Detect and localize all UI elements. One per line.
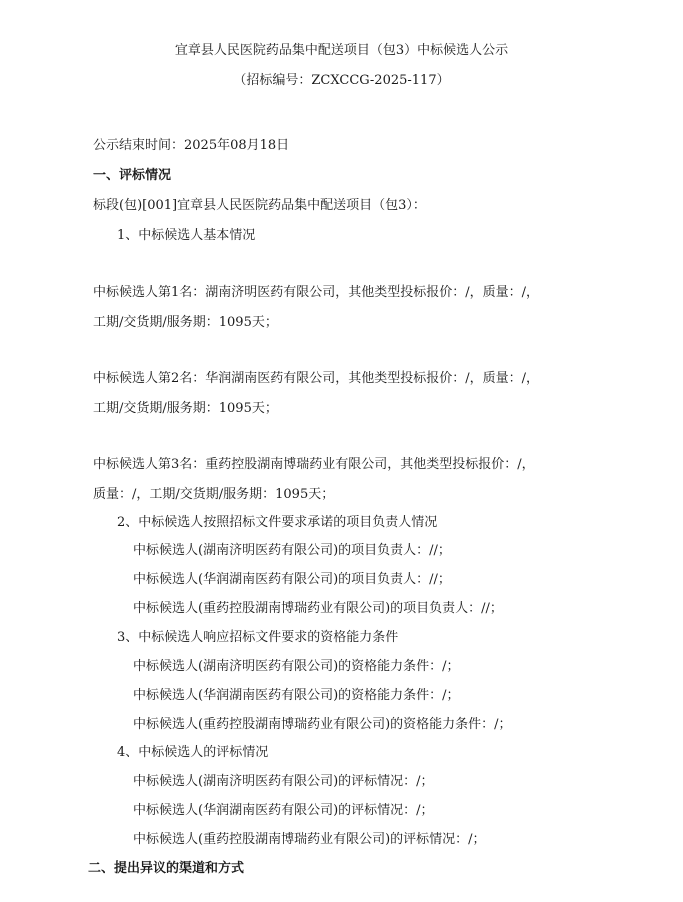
candidate-1-line-1: 中标候选人第1名：湖南济明医药有限公司，其他类型投标报价：/，质量：/， (93, 285, 540, 300)
candidate-2-line-2: 工期/交货期/服务期：1095天； (93, 401, 278, 416)
lot-line: 标段(包)[001]宜章县人民医院药品集中配送项目（包3）： (93, 198, 426, 213)
project-lead-item-2: 中标候选人(华润湖南医药有限公司)的项目负责人：//； (133, 572, 451, 587)
qualification-item-2: 中标候选人(华润湖南医药有限公司)的资格能力条件：/； (133, 688, 460, 703)
evaluation-item-2: 中标候选人(华润湖南医药有限公司)的评标情况：/； (133, 803, 434, 818)
publicity-end-time: 公示结束时间：2025年08月18日 (93, 138, 290, 153)
subsection-2-heading: 2、中标候选人按照招标文件要求承诺的项目负责人情况 (117, 515, 438, 530)
evaluation-item-1: 中标候选人(湖南济明医药有限公司)的评标情况：/； (133, 774, 434, 789)
candidate-2-line-1: 中标候选人第2名：华润湖南医药有限公司，其他类型投标报价：/，质量：/， (93, 371, 540, 386)
project-lead-item-3: 中标候选人(重药控股湖南博瑞药业有限公司)的项目负责人：//； (133, 601, 503, 616)
candidate-3-line-1: 中标候选人第3名：重药控股湖南博瑞药业有限公司，其他类型投标报价：/， (93, 457, 535, 472)
project-lead-item-1: 中标候选人(湖南济明医药有限公司)的项目负责人：//； (133, 543, 451, 558)
subsection-3-heading: 3、中标候选人响应招标文件要求的资格能力条件 (117, 630, 399, 645)
evaluation-item-3: 中标候选人(重药控股湖南博瑞药业有限公司)的评标情况：/； (133, 832, 486, 847)
qualification-item-3: 中标候选人(重药控股湖南博瑞药业有限公司)的资格能力条件：/； (133, 717, 512, 732)
document-title: 宜章县人民医院药品集中配送项目（包3）中标候选人公示 (174, 43, 509, 58)
bid-number: （招标编号：ZCXCCG-2025-117） (233, 73, 450, 88)
qualification-item-1: 中标候选人(湖南济明医药有限公司)的资格能力条件：/； (133, 659, 460, 674)
section-1-heading: 一、评标情况 (93, 168, 172, 183)
section-2-heading: 二、提出异议的渠道和方式 (88, 861, 245, 876)
candidate-3-line-2: 质量：/，工期/交货期/服务期：1095天； (93, 487, 335, 502)
subsection-1-heading: 1、中标候选人基本情况 (117, 228, 256, 243)
subsection-4-heading: 4、中标候选人的评标情况 (117, 745, 269, 760)
candidate-1-line-2: 工期/交货期/服务期：1095天； (93, 315, 278, 330)
